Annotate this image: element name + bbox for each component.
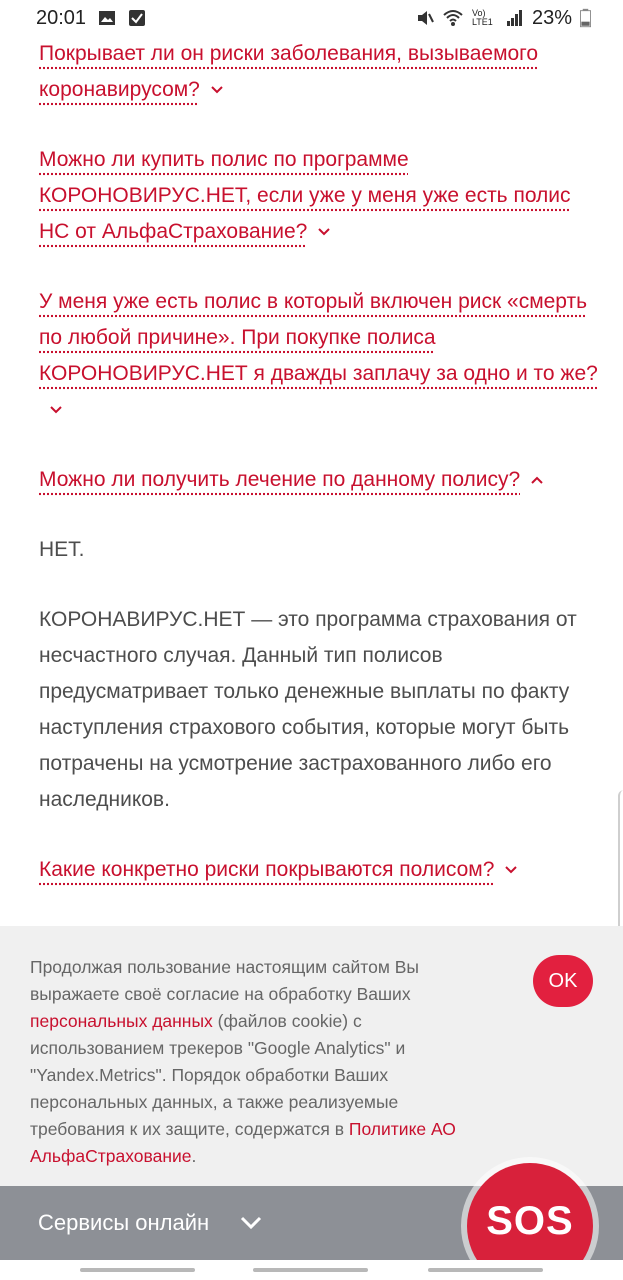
cookie-ok-button[interactable]: OK xyxy=(533,955,593,1007)
nav-recent-pill[interactable] xyxy=(80,1268,195,1272)
mute-icon xyxy=(416,9,434,27)
image-notification-icon xyxy=(98,9,116,27)
cookie-text xyxy=(30,954,490,1170)
wifi-icon xyxy=(442,9,464,27)
nav-home-pill[interactable] xyxy=(253,1268,368,1272)
status-bar xyxy=(0,0,623,36)
faq-answer-short: НЕТ. xyxy=(39,538,85,561)
chevron-down-icon xyxy=(49,405,63,415)
system-nav-bar xyxy=(0,1260,623,1280)
chevron-down-icon xyxy=(210,85,224,95)
faq-question-text: Покрывает ли он риски заболевания, вызываемого коронавирусом? xyxy=(39,42,539,101)
edge-panel-handle[interactable] xyxy=(618,790,623,940)
faq-question-text: Какие конкретно риски покрываются полисом? xyxy=(39,858,495,881)
policy-link[interactable]: Политике АО АльфаСтрахование xyxy=(30,1119,456,1166)
cookie-text-part: (файлов cookie) с использованием трекеров "Google Analytics" и "Yandex.Metrics". Порядок обработки Ваших персональных данных, а также реализуемые требования к их защите, содержатся в xyxy=(30,1011,406,1139)
faq-question-buy-with-existing-policy[interactable] xyxy=(39,142,599,250)
chevron-down-icon xyxy=(317,227,331,237)
faq-question-text: Можно ли получить лечение по данному полису? xyxy=(39,468,521,491)
faq-question-covid-risk[interactable] xyxy=(39,36,599,108)
faq-question-text: У меня уже есть полис в который включен риск «смерть по любой причине». При покупке полиса КОРОНОВИРУС.НЕТ я дважды заплачу за одно и то же? xyxy=(39,290,598,385)
sos-button[interactable]: SOS xyxy=(467,1163,593,1280)
chevron-up-icon xyxy=(530,475,544,485)
battery-icon xyxy=(580,8,591,28)
faq-answer-text: КОРОНАВИРУС.НЕТ — это программа страхования от несчастного случая. Данный тип полисов предусматривает только денежные выплаты по факту наступления страхового события, которые могут быть потрачены на усмотрение застрахованного либо его наследников. xyxy=(39,608,577,811)
network-label: Vo) LTE1 xyxy=(471,8,493,27)
status-time: 20:01 xyxy=(36,6,87,29)
signal-icon xyxy=(506,9,524,27)
online-services-label: Сервисы онлайн xyxy=(38,1210,210,1235)
cookie-text-part: . xyxy=(191,1146,197,1166)
faq-list xyxy=(39,36,599,992)
personal-data-link[interactable]: персональных данных xyxy=(30,1011,213,1031)
nav-back-pill[interactable] xyxy=(428,1268,543,1272)
battery-percent: 23% xyxy=(531,6,572,29)
faq-question-double-payment[interactable] xyxy=(39,284,599,428)
cookie-text-part: Продолжая пользование настоящим сайтом Вы выражаете своё согласие на обработку Ваших xyxy=(30,957,419,1004)
chevron-down-icon xyxy=(239,1215,263,1231)
faq-question-text: Можно ли купить полис по программе КОРОНОВИРУС.НЕТ, если уже у меня уже есть полис НС от АльфаСтрахование? xyxy=(39,148,571,243)
faq-question-covered-risks[interactable] xyxy=(39,852,599,888)
cookie-banner xyxy=(0,926,623,1188)
faq-question-treatment[interactable] xyxy=(39,462,599,498)
checkbox-notification-icon xyxy=(128,9,146,27)
chevron-down-icon xyxy=(504,865,518,875)
